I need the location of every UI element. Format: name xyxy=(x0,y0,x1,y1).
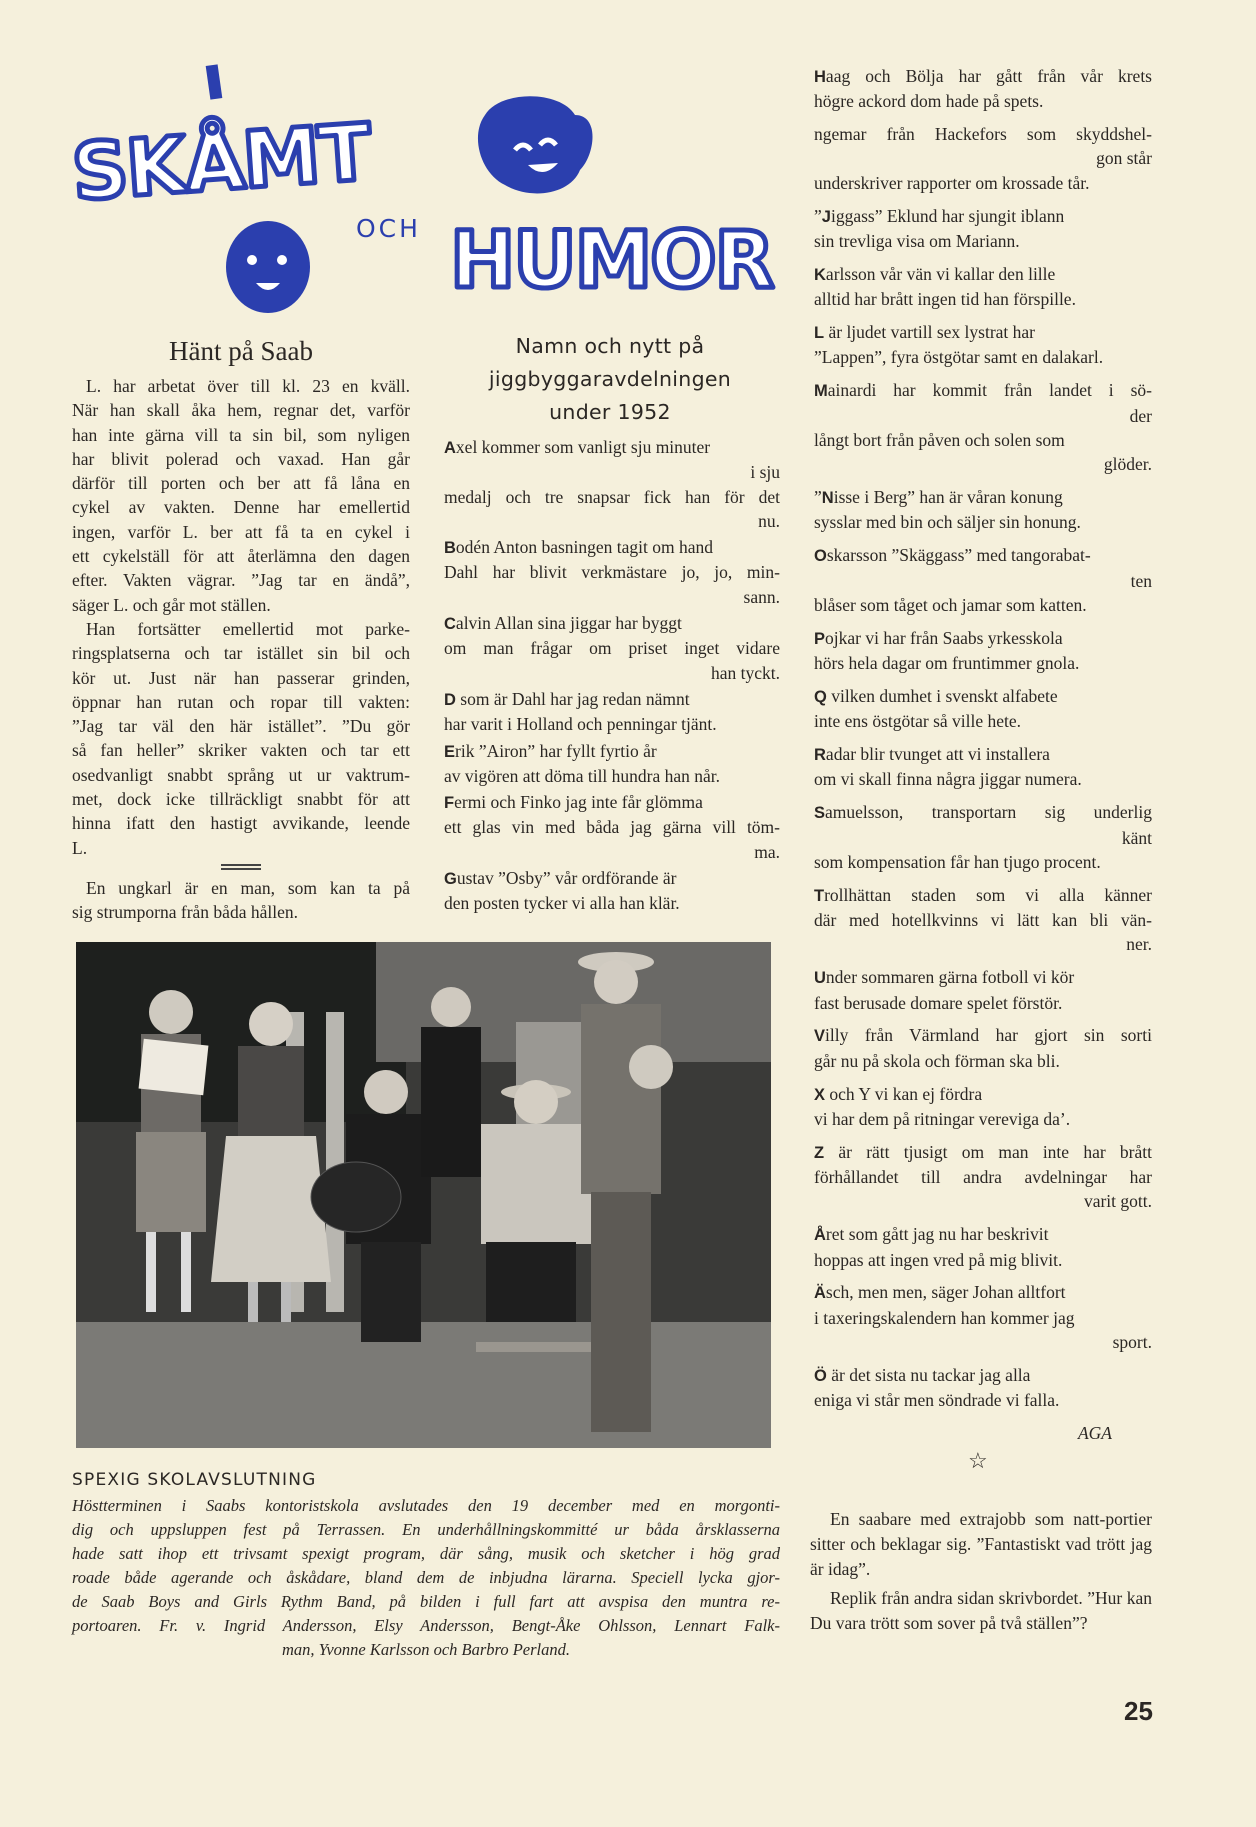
caption-line: dig och uppsluppen fest på Terrassen. En underhållningskommitté ur båda årsklasserna xyxy=(72,1520,780,1539)
verse-line xyxy=(814,742,1152,767)
verse-line xyxy=(444,460,780,484)
verse-text: sann. xyxy=(743,586,780,607)
verse-line xyxy=(814,171,1152,195)
verse-line xyxy=(814,569,1152,593)
verse-line xyxy=(814,345,1152,369)
text-line: efter. Vakten vägrar. ”Jag tar en ändå”, xyxy=(72,570,410,591)
verse-initial: Z xyxy=(814,1143,825,1162)
article-body xyxy=(72,374,410,925)
text-line: så fan heller” skriker vakten och tar ett xyxy=(72,740,410,761)
verse-initial: J xyxy=(821,207,831,226)
text-line: L. xyxy=(72,837,88,858)
verse-text: isse i Berg” han är våran konung xyxy=(833,487,1063,508)
verse-line xyxy=(444,509,780,533)
text-line: En ungkarl är en man, som kan ta på xyxy=(86,877,410,898)
verse-stanza xyxy=(810,543,1152,617)
verse-text: som kompensation får han tjugo procent. xyxy=(814,851,1101,872)
verse-text: ustav ”Osby” vår ordförande är xyxy=(456,868,677,889)
verse-text: skarsson ”Skäggass” med tangorabat- xyxy=(826,545,1091,566)
verse-line xyxy=(444,739,780,764)
verse-text: förhållandet till andra avdelningar har xyxy=(814,1167,1152,1188)
text-line: osedvanligt snabbt språng ut ur vaktrum- xyxy=(72,764,410,785)
verse-line xyxy=(444,560,780,584)
photo-caption xyxy=(72,1494,780,1662)
verse-text: om vi skall finna några jiggar numera. xyxy=(814,769,1082,790)
paragraph xyxy=(72,617,410,860)
title-line: jiggbyggaravdelningen xyxy=(488,367,732,391)
verse-text: aag och Bölja har gått från vår krets xyxy=(825,66,1152,86)
verse-text: där med hotellkvinns vi lätt kan bli vän- xyxy=(814,910,1152,931)
verse-line xyxy=(444,661,780,685)
verse-stanza xyxy=(440,611,780,685)
text-line: kör ut. Just när han passerar grinden, xyxy=(72,667,410,688)
verse-initial: F xyxy=(444,794,455,813)
verse-text: hoppas att ingen vred på mig blivit. xyxy=(814,1249,1063,1270)
joke-paragraph: En saabare med extrajobb som natt-portier sitter och beklagar sig. ”Fantastiskt vad trött jag är idag”. xyxy=(810,1509,1152,1579)
verse-line xyxy=(814,593,1152,617)
verse-stanza xyxy=(810,1023,1152,1073)
verse-line xyxy=(814,684,1152,709)
verse-line xyxy=(444,435,780,460)
verse-initial: M xyxy=(814,382,828,401)
verse-stanza xyxy=(810,204,1152,254)
logo-word-humor: HUMOR xyxy=(450,216,773,306)
verse-line xyxy=(814,1023,1152,1048)
verse-text: inte ens östgötar så ville hete. xyxy=(814,711,1022,732)
verse-initial: A xyxy=(444,439,456,457)
verse-text: den posten tycker vi alla han klär. xyxy=(444,893,680,914)
verse-text: är rätt tjusigt om man inte har brått xyxy=(824,1141,1152,1162)
verse-stanza xyxy=(810,1140,1152,1214)
verse-text: alvin Allan sina jiggar har byggt xyxy=(455,613,682,634)
verse-text: hörs hela dagar om fruntimmer gnola. xyxy=(814,652,1080,673)
caption-line: de Saab Boys and Girls Rythm Band, på bilden i full fart att avspisa den muntra re- xyxy=(72,1592,780,1611)
verse-line xyxy=(814,1082,1152,1107)
verse-line xyxy=(814,767,1152,791)
verse-stanza xyxy=(440,790,780,864)
verse-line xyxy=(814,485,1152,510)
verse-text: iggass” Eklund har sjungit iblann xyxy=(830,205,1065,226)
article-title xyxy=(440,330,780,429)
verse-line xyxy=(814,908,1152,932)
verse-line xyxy=(814,1280,1152,1305)
article-title: Hänt på Saab xyxy=(169,336,313,366)
verse-text: vilken dumhet i svenskt alfabete xyxy=(826,685,1058,706)
verse-text: xel kommer som vanligt sju minuter xyxy=(455,437,711,457)
verse-stanza xyxy=(440,866,780,916)
text-line: han inte gärna vill ta sin bil, som nyligen xyxy=(72,424,410,445)
verse-text: nu. xyxy=(758,510,780,531)
verse-text: Dahl har blivit verkmästare jo, jo, min- xyxy=(444,562,780,583)
verse-initial: N xyxy=(821,489,834,508)
verse-initial: Ö xyxy=(814,1366,827,1385)
verse-line xyxy=(814,1306,1152,1330)
verse-line xyxy=(814,1140,1152,1165)
verse-stanza xyxy=(810,1222,1152,1272)
verse-body xyxy=(440,435,780,916)
verse-text: högre ackord dom hade på spets. xyxy=(814,91,1044,112)
text-line: ”Jag tar väl den här istället”. ”Du gör xyxy=(72,716,410,737)
verse-text: amuelsson, transportarn sig underlig xyxy=(825,802,1152,823)
text-line: ringsplatserna och tar istället sin bil och xyxy=(72,643,410,664)
verse-stanza xyxy=(440,739,780,789)
verse-stanza xyxy=(810,320,1152,370)
verse-stanza xyxy=(810,262,1152,312)
logo-word-skamt: SKÅMT xyxy=(69,107,373,219)
verse-line xyxy=(814,965,1152,990)
verse-line xyxy=(814,883,1152,908)
verse-initial: E xyxy=(444,742,456,761)
text-line: Han fortsätter emellertid mot parke- xyxy=(86,618,410,639)
verse-stanza xyxy=(810,965,1152,1015)
title-line: Namn och nytt på xyxy=(515,334,705,358)
verse-text: fast berusade domare spelet förstör. xyxy=(814,992,1063,1013)
verse-line xyxy=(444,585,780,609)
article-hant-pa-saab xyxy=(72,336,410,925)
verse-stanza xyxy=(810,883,1152,957)
verse-text: går nu på skola och förman ska bli. xyxy=(814,1050,1060,1071)
verse-initial: C xyxy=(444,615,456,634)
logo-och: OCH xyxy=(356,214,421,243)
verse-text: ojkar vi har från Saabs yrkesskola xyxy=(825,627,1063,648)
verse-text: sport. xyxy=(1112,1332,1152,1353)
caption-line: Höstterminen i Saabs kontoristskola avslutades den 19 december med en morgonti- xyxy=(72,1496,780,1515)
verse-text: sysslar med bin och säljer sin honung. xyxy=(814,512,1081,533)
text-line: därför till porten och ber att få låna en xyxy=(72,473,410,494)
verse-text: sin trevliga visa om Mariann. xyxy=(814,230,1020,251)
verse-stanza xyxy=(810,626,1152,676)
verse-stanza xyxy=(810,742,1152,792)
quote-mark: ” xyxy=(814,205,822,226)
text-line: L. har arbetat över till kl. 23 en kväll. xyxy=(86,376,410,396)
verse-text: illy från Värmland har gjort sin sorti xyxy=(825,1025,1152,1046)
article-namn-och-nytt-continued xyxy=(810,64,1152,1445)
verse-initial: D xyxy=(444,690,456,709)
verse-initial: G xyxy=(444,870,457,889)
verse-initial: R xyxy=(814,746,826,765)
caption-line: roade både agerande och åskådare, bland dem de inbjudna lärarna. Speciell lycka gjor- xyxy=(72,1568,780,1587)
caption-line: man, Yvonne Karlsson och Barbro Perland. xyxy=(282,1640,570,1659)
verse-initial: Å xyxy=(814,1226,826,1245)
verse-line xyxy=(814,262,1152,287)
verse-line xyxy=(814,89,1152,113)
verse-line xyxy=(814,1248,1152,1272)
verse-line xyxy=(814,320,1152,345)
text-line: säger L. och går mot ställen. xyxy=(72,594,271,615)
verse-text: arlsson vår vän vi kallar den lille xyxy=(825,263,1056,284)
verse-line xyxy=(814,932,1152,956)
text-line: ett cykelställ för att återlämna den dagen xyxy=(72,546,410,567)
verse-text: om man frågar om priset inget vidare xyxy=(444,638,780,659)
smiling-face-icon-left xyxy=(226,221,310,313)
verse-line xyxy=(814,1330,1152,1354)
verse-text: odén Anton basningen tagit om hand xyxy=(455,537,714,558)
verse-text: långt bort från påven och solen som xyxy=(814,429,1065,450)
verse-text: underskriver rapporter om krossade tår. xyxy=(814,172,1090,193)
verse-line xyxy=(814,452,1152,476)
verse-text: alltid har brått ingen tid han förspille. xyxy=(814,289,1076,310)
verse-stanza xyxy=(810,684,1152,734)
verse-initial: S xyxy=(814,804,826,823)
verse-initial: Ä xyxy=(814,1284,826,1303)
verse-line xyxy=(444,790,780,815)
verse-text: rik ”Airon” har fyllt fyrtio år xyxy=(455,740,657,761)
verse-text: ”Lappen”, fyra östgötar samt en dalakarl. xyxy=(814,347,1104,368)
verse-initial: V xyxy=(814,1027,826,1046)
exclamation-mark-art xyxy=(206,64,223,99)
text-line: När han skall åka hem, regnar det, varför xyxy=(72,400,410,421)
verse-text: ret som gått jag nu har beskrivit xyxy=(825,1224,1049,1245)
verse-line xyxy=(444,840,780,864)
verse-line xyxy=(814,287,1152,311)
verse-text: har varit i Holland och penningar tjänt. xyxy=(444,714,717,735)
joke-article xyxy=(810,1507,1152,1640)
text-line: har blivit polerad och vaxad. Han går xyxy=(72,448,410,469)
paragraph xyxy=(72,374,410,617)
star-outline-icon: ☆ xyxy=(968,1448,988,1473)
verse-initial: Q xyxy=(814,687,827,706)
text-line: cykel av vakten. Denne har emellertid xyxy=(72,497,410,518)
caption-line: hade satt ihop ett trivsamt spexigt program, där sång, musik och sketcher i hög grad xyxy=(72,1544,780,1563)
verse-stanza xyxy=(810,1363,1152,1413)
verse-initial: L xyxy=(814,324,825,343)
verse-line xyxy=(814,204,1152,229)
verse-initial: O xyxy=(814,547,827,566)
verse-text: och Y vi kan ej fördra xyxy=(825,1083,983,1104)
text-line: hinna ifatt den hastigt avvikande, leende xyxy=(72,813,410,834)
verse-line xyxy=(814,826,1152,850)
text-line: ingen, varför L. ber att få ta en cykel i xyxy=(72,521,410,542)
section-divider xyxy=(221,864,261,870)
verse-text: der xyxy=(1129,405,1152,426)
verse-line xyxy=(444,636,780,660)
verse-text: ten xyxy=(1130,570,1152,591)
verse-text: ner. xyxy=(1126,934,1152,955)
verse-line xyxy=(814,510,1152,534)
verse-text: i taxeringskalendern han kommer jag xyxy=(814,1307,1075,1328)
verse-text: är det sista nu tackar jag alla xyxy=(826,1364,1031,1385)
verse-line xyxy=(444,712,780,736)
photo-image xyxy=(76,942,771,1448)
verse-stanza xyxy=(810,485,1152,535)
verse-line xyxy=(814,991,1152,1015)
verse-line xyxy=(814,543,1152,568)
verse-initial: H xyxy=(814,68,826,86)
verse-text: i sju xyxy=(750,462,780,483)
title-line: under 1952 xyxy=(549,400,671,424)
verse-line xyxy=(814,850,1152,874)
smiling-face-icon-right xyxy=(478,96,593,193)
signature: AGA xyxy=(1077,1423,1112,1444)
verse-text: medalj och tre snapsar fick han för det xyxy=(444,486,780,507)
verse-initial: X xyxy=(814,1085,826,1104)
paragraph xyxy=(72,876,410,925)
verse-line xyxy=(814,404,1152,428)
verse-stanza xyxy=(810,122,1152,195)
verse-line xyxy=(444,485,780,509)
verse-text: eniga vi står men söndrade vi falla. xyxy=(814,1390,1060,1411)
text-line: öppnar han rutan och ropar till vakten: xyxy=(72,691,410,712)
verse-body xyxy=(810,64,1152,1413)
verse-stanza xyxy=(440,435,780,533)
photo-caption-title: SPEXIG SKOLAVSLUTNING xyxy=(72,1470,317,1490)
verse-line xyxy=(444,687,780,712)
verse-text: glöder. xyxy=(1103,454,1152,475)
verse-text: är ljudet vartill sex lystrat har xyxy=(824,322,1035,343)
article-namn-och-nytt xyxy=(440,330,780,918)
verse-line xyxy=(814,651,1152,675)
verse-line xyxy=(444,815,780,839)
verse-initial: U xyxy=(814,969,826,988)
verse-stanza xyxy=(810,378,1152,476)
verse-text: varit gott. xyxy=(1083,1191,1152,1212)
caption-line: portoaren. Fr. v. Ingrid Andersson, Elsy Andersson, Bengt-Åke Ohlsson, Lennart Falk- xyxy=(72,1616,780,1635)
verse-line xyxy=(814,1222,1152,1247)
verse-line xyxy=(814,1363,1152,1388)
verse-line xyxy=(444,764,780,788)
verse-text: adar blir tvunget att vi installera xyxy=(825,744,1050,765)
verse-stanza xyxy=(810,800,1152,874)
verse-initial: T xyxy=(814,886,825,905)
verse-text: ma. xyxy=(754,841,780,862)
verse-line xyxy=(814,1107,1152,1131)
verse-line xyxy=(814,709,1152,733)
verse-text: ainardi har kommit från landet i sö- xyxy=(827,380,1152,401)
verse-line xyxy=(444,891,780,915)
verse-stanza xyxy=(810,1082,1152,1132)
verse-text: rollhättan staden som vi alla känner xyxy=(824,884,1152,905)
joke-paragraph: Replik från andra sidan skrivbordet. ”Hur kan Du vara trött som sover på två ställen”? xyxy=(810,1588,1152,1633)
photo-school-party xyxy=(76,942,771,1448)
verse-text: som är Dahl har jag redan nämnt xyxy=(455,688,690,709)
verse-line xyxy=(814,800,1152,825)
verse-line xyxy=(814,1165,1152,1189)
verse-text: blåser som tåget och jamar som katten. xyxy=(814,594,1087,615)
text-line: met, dock icke tillräckligt snabbt för att xyxy=(72,789,410,810)
verse-line xyxy=(444,535,780,560)
verse-text: sch, men men, säger Johan alltfort xyxy=(825,1282,1066,1303)
verse-line xyxy=(444,611,780,636)
verse-line xyxy=(814,1189,1152,1213)
verse-text: han tyckt. xyxy=(710,662,780,683)
page-number: 25 xyxy=(1124,1696,1153,1726)
verse-initial: B xyxy=(444,539,456,558)
verse-line xyxy=(814,122,1152,146)
verse-line xyxy=(814,378,1152,403)
verse-text: ngemar från Hackefors som skyddshel- xyxy=(814,124,1152,145)
verse-text: ett glas vin med båda jag gärna vill töm- xyxy=(444,817,780,838)
verse-line xyxy=(814,1049,1152,1073)
verse-line xyxy=(814,428,1152,452)
verse-text: vi har dem på ritningar vereviga da’. xyxy=(814,1108,1071,1129)
verse-initial: K xyxy=(814,265,826,284)
verse-line xyxy=(814,146,1152,170)
verse-stanza xyxy=(440,535,780,609)
verse-text: nder sommaren gärna fotboll vi kör xyxy=(825,967,1075,988)
verse-text: gon står xyxy=(1096,148,1152,169)
verse-text: ermi och Finko jag inte får glömma xyxy=(454,792,703,813)
verse-stanza xyxy=(810,1280,1152,1354)
skamt-och-humor-logo xyxy=(60,55,800,315)
verse-line xyxy=(814,64,1152,89)
verse-line xyxy=(814,1388,1152,1412)
verse-line xyxy=(814,626,1152,651)
verse-stanza xyxy=(440,687,780,737)
verse-line xyxy=(814,229,1152,253)
verse-initial: P xyxy=(814,629,826,648)
verse-line xyxy=(444,866,780,891)
verse-text: av vigören att döma till hundra han når. xyxy=(444,765,721,786)
text-line: sig strumporna från båda hållen. xyxy=(72,902,298,923)
verse-text: känt xyxy=(1121,827,1152,848)
verse-stanza xyxy=(810,64,1152,114)
quote-mark: ” xyxy=(814,487,822,508)
